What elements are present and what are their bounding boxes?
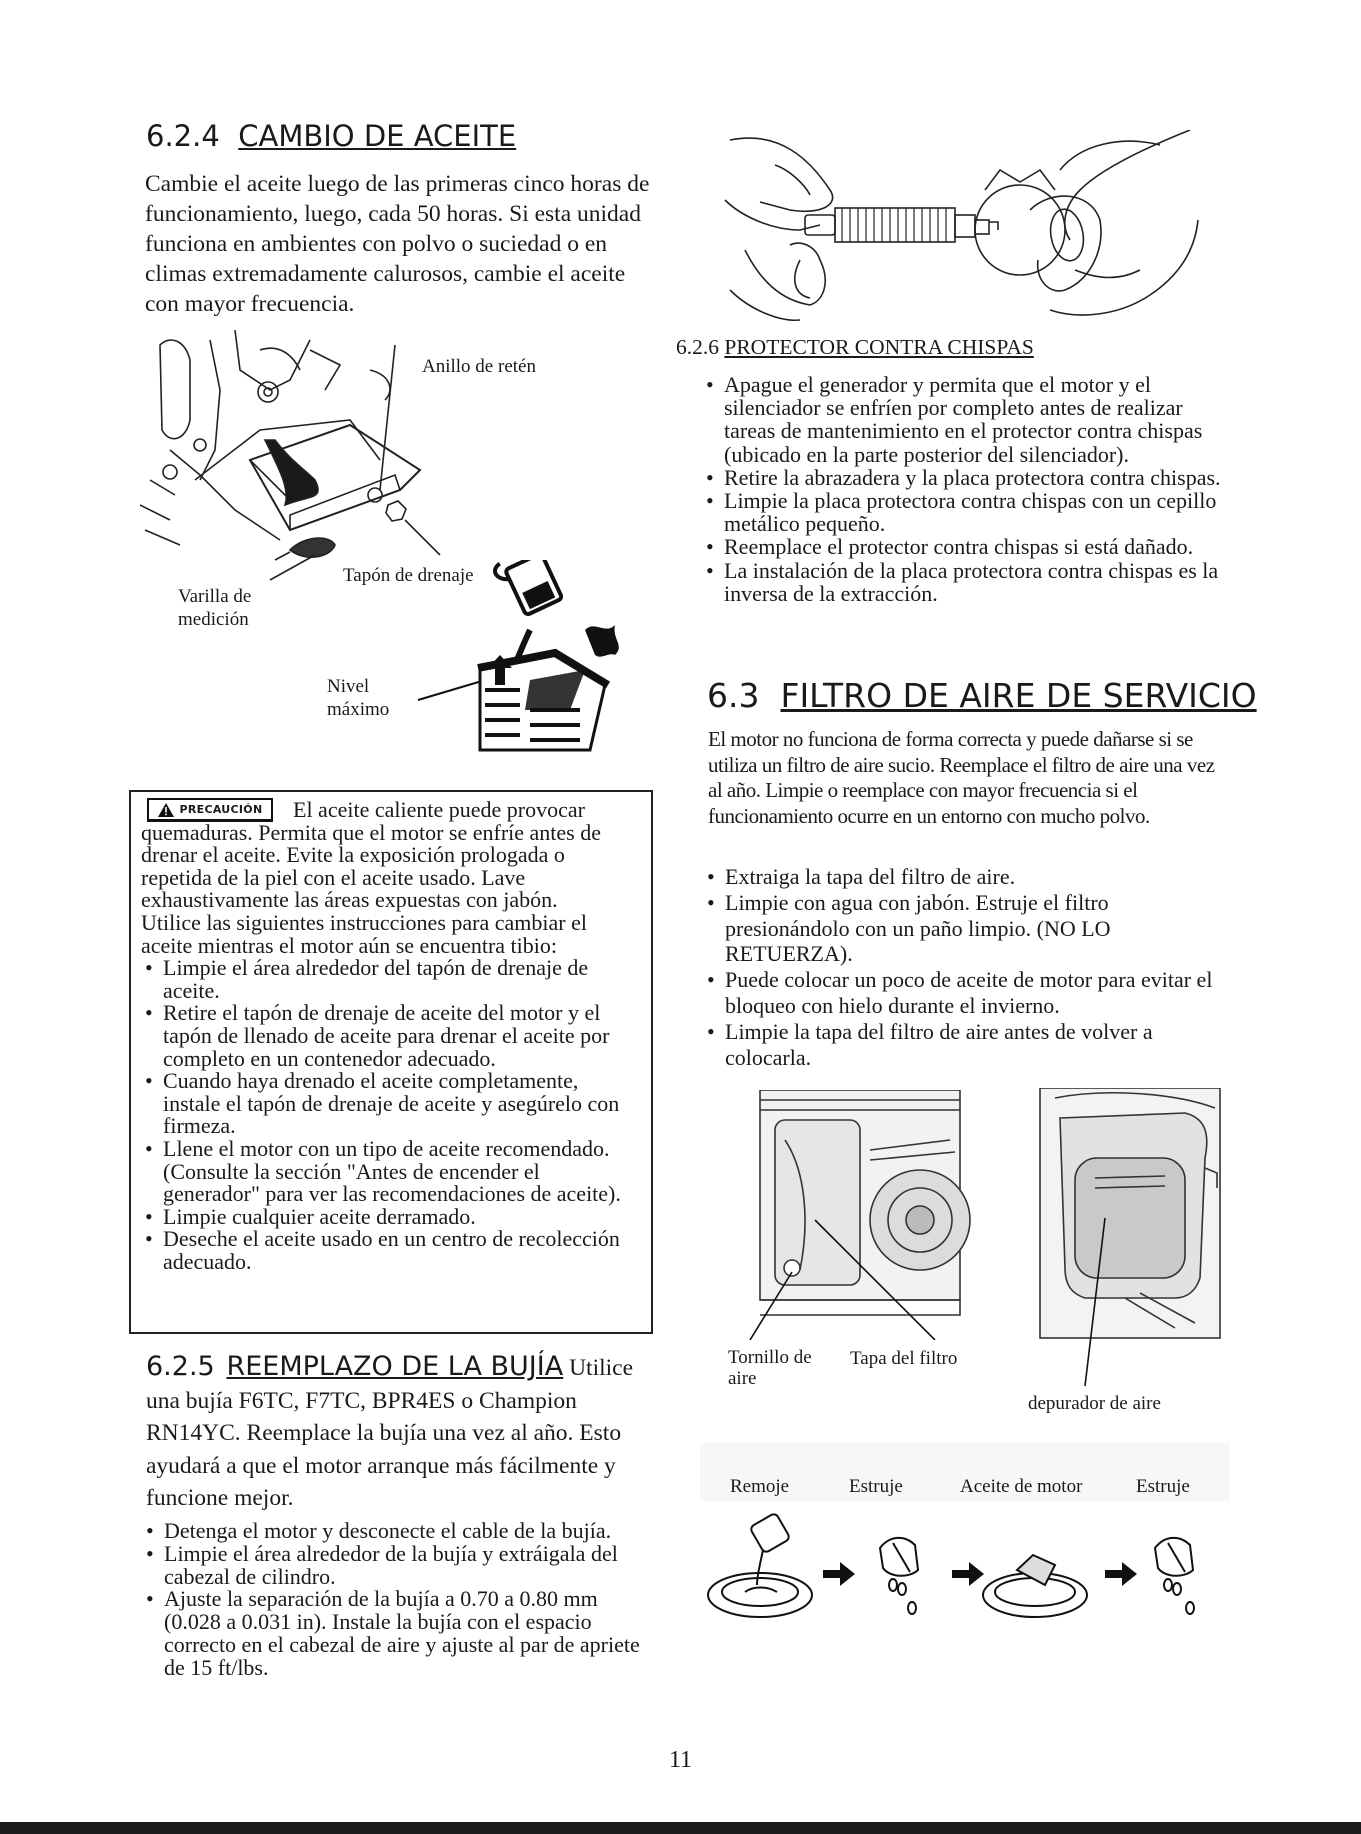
oil-change-number: 6.2.4 [146,119,220,153]
label-nivel-maximo: Nivel máximo [327,676,390,720]
cleaning-steps-labels [700,1443,1230,1501]
list-item: • Extraiga la tapa del filtro de aire. [703,864,1223,890]
label-tapon-de-drenaje: Tapón de drenaje [343,565,474,586]
step-aceite-de-motor: Aceite de motor [960,1476,1083,1497]
air-filter-intro: El motor no funciona de forma correcta y puede dañarse si se utiliza un filtro de aire sucio. Reemplace el filtro de aire una vez al año. Limpie o reemplace con mayor frecuencia si el funcionamiento ocurre en un entorno con mucho polvo. [708,727,1215,828]
oil-change-title: CAMBIO DE ACEITE [238,119,517,153]
cleaning-steps-icons [705,1510,1225,1630]
step-estruje-1: Estruje [849,1476,903,1497]
list-item: • Retire la abrazadera y la placa protectora contra chispas. [702,466,1222,489]
list-item: • Retire el tapón de drenaje de aceite del motor y el tapón de llenado de aceite para drenar el aceite por completo en un contenedor adecuado. [141,1002,641,1070]
spark-plug-hands-figure [720,130,1200,325]
air-filter-element-figure [1035,1088,1225,1388]
air-filter-steps [703,864,1223,1070]
caution-box [129,790,653,1334]
caution-intro: Utilice las siguientes instrucciones para cambiar el aceite mientras el motor aún se encuentra tibio: [141,909,587,958]
list-item: • Apague el generador y permita que el motor y el silenciador se enfríen por completo antes de realizar tareas de mantenimiento en el protector contra chispas (ubicado en la parte posterior del silenciador). [702,373,1222,466]
list-item: • Llene el motor con un tipo de aceite recomendado. (Consulte la sección "Antes de encender el generador" para ver las recomendaciones de aceite). [141,1138,641,1206]
list-item: • Limpie la tapa del filtro de aire antes de volver a colocarla. [703,1019,1223,1071]
air-filter-cover-figure [730,1090,990,1340]
list-item: • Limpie el área alrededor de la bujía y extráigala del cabezal de cilindro. [142,1543,652,1589]
list-item: • Ajuste la separación de la bujía a 0.70 a 0.80 mm (0.028 a 0.031 in). Instale la bujía con el espacio correcto en el cabezal de aire y ajuste al par de apriete de 15 ft/lbs. [142,1588,652,1679]
spark-plug-intro: Utilice una bujía F6TC, F7TC, BPR4ES o Champion RN14YC. Reemplace la bujía una vez al año. Esto ayudará a que el motor arranque más fácilmente y funcione mejor. [146,1355,634,1511]
spark-arrester-steps [702,373,1222,605]
spark-arrester-heading [676,334,1034,360]
spark-plug-steps [142,1520,652,1680]
list-item: • Cuando haya drenado el aceite completamente, instale el tapón de drenaje de aceite y asegúrelo con firmeza. [141,1070,641,1138]
label-varilla-de-medicion: Varilla de medición [178,586,252,630]
caution-steps [141,957,641,1273]
page-number: 11 [668,1747,693,1773]
list-item: • Limpie cualquier aceite derramado. [141,1206,641,1229]
spark-plug-number: 6.2.5 [146,1351,215,1382]
spark-plug-illustration [720,130,1200,325]
air-filter-element-illustration [1035,1088,1225,1388]
label-depurador-de-aire: depurador de aire [1028,1393,1161,1414]
list-item: • Deseche el aceite usado en un centro de recolección adecuado. [141,1228,641,1273]
caution-text [141,799,641,1273]
list-item: • Detenga el motor y desconecte el cable de la bujía. [142,1520,652,1543]
cleaning-steps-illustration [705,1510,1225,1630]
oil-change-heading [146,118,516,154]
air-filter-heading [707,676,1257,716]
caution-lead: El aceite caliente puede provocar quemaduras. Permita que el motor se enfríe antes de drenar el aceite. Evite la exposición prologada o repetida de la piel con el aceite usado. Lave exhaustivamente las áreas expuestas con jabón. [141,797,602,913]
step-estruje-2: Estruje [1136,1476,1190,1497]
list-item: • Limpie con agua con jabón. Estruje el filtro presionándolo con un paño limpio. (NO LO RETUERZA). [703,890,1223,967]
label-tornillo-de-aire: Tornillo de aire [728,1347,812,1389]
spark-plug-title: REEMPLAZO DE LA BUJÍA [226,1351,564,1382]
list-item: • La instalación de la placa protectora contra chispas es la inversa de la extracción. [702,559,1222,605]
list-item: • Puede colocar un poco de aceite de motor para evitar el bloqueo con hielo durante el invierno. [703,967,1223,1019]
spark-arrester-title: PROTECTOR CONTRA CHISPAS [724,335,1034,359]
air-filter-number: 6.3 [707,676,760,715]
list-item: • Reemplace el protector contra chispas si está dañado. [702,535,1222,558]
oil-change-intro: Cambie el aceite luego de las primeras cinco horas de funcionamiento, luego, cada 50 horas. Si esta unidad funciona en ambientes con polvo o suciedad o en climas extremadamente calurosos, cambie el aceite con mayor frecuencia. [145,171,650,317]
label-anillo-de-reten: Anillo de retén [422,356,536,377]
air-filter-cover-illustration [730,1090,990,1340]
oil-fill-icon [380,560,650,760]
oil-level-pictogram [380,560,650,760]
caution-badge-label: PRECAUCIÓN [179,803,263,816]
label-tapa-del-filtro: Tapa del filtro [850,1348,958,1369]
scan-border [0,1822,1361,1834]
list-item: • Limpie el área alrededor del tapón de drenaje de aceite. [141,957,641,1002]
air-filter-title: FILTRO DE AIRE DE SERVICIO [780,676,1257,715]
list-item: • Limpie la placa protectora contra chispas con un cepillo metálico pequeño. [702,489,1222,535]
spark-arrester-number: 6.2.6 [676,335,719,359]
spark-plug-section [146,1351,651,1515]
step-remoje: Remoje [730,1476,790,1497]
